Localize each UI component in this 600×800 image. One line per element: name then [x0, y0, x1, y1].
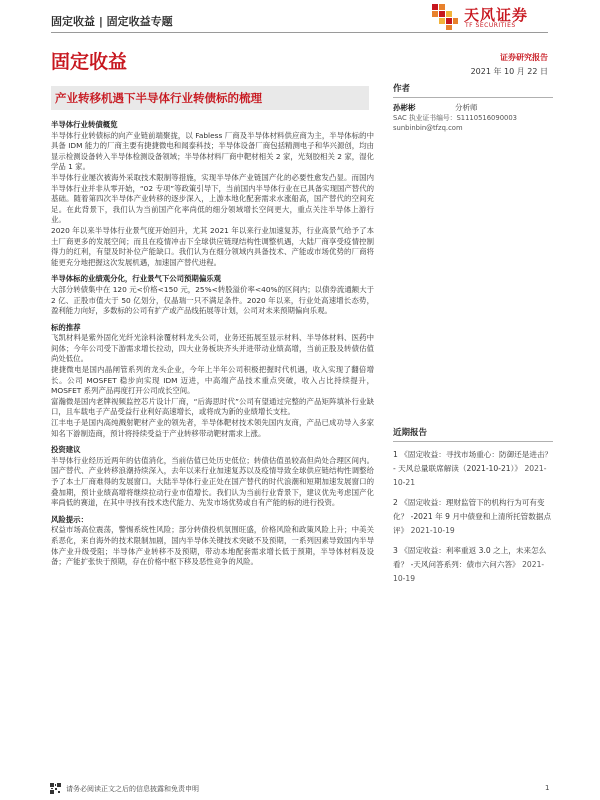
logo-text: 天风证券: [464, 6, 529, 24]
category-title: 固定收益: [51, 51, 128, 73]
author-heading: 作者: [393, 84, 411, 94]
recent-report-item[interactable]: 3 《固定收益：利率重返 3.0 之上，未来怎么看？ -天风问答系列：债市六问六答》 2021-10-19: [393, 546, 547, 583]
report-title: 产业转移机遇下半导体行业转债标的梳理: [55, 91, 262, 105]
paragraph: 飞凯材料是紫外固化光纤光涂料涂覆材料龙头公司，业务还拓展至显示材料、半导体材料、医药中间体；今年公司受下游需求增长拉动，四大业务板块齐头并进带动业绩高增，当前正股及转债估值尚处低位。: [51, 333, 374, 364]
paragraph: 大部分转债集中在 120 元<价格<150 元，25%<转股溢价率<40%的区间内；以债券流通额大于 2 亿、正股市值大于 50 亿划分，仅晶瑞一只不满足条件。2020 年以来，行业处高速增长态势，盈利能力向好，多数标的公司有扩产或产品线拓展等计划，公司对未来预期偏向乐观。: [51, 284, 374, 316]
section-heading: 半导体行业转债概览: [51, 120, 118, 129]
author-title: 分析师: [455, 103, 478, 112]
recent-reports-list: [393, 448, 553, 586]
recent-report-item[interactable]: 2 《固定收益：理财监管下的机构行为可有变化？ -2021 年 9 月中债登和上清所托管数据点评》 2021-10-19: [393, 498, 552, 535]
paragraph: 半导体行业经历近两年的估值消化，当前估值已处历史低位；转债估值虽较高但尚处合理区间内。国产替代、产业转移浪潮持续深入，去年以来行业加速复苏以及疫情导致全球供应链结构性调整给予了本土厂商难得的发展窗口。大陆半导体行业正处在国产替代的时代浪潮和短期加速发展窗口的叠加期，预计业绩高增将继续拉动行业市值增长。我们认为当前行业背景下，建议优先考虑国产化率尚低的赛道，在其中寻找有技术迭代能力、先发市场优势或自有产能的标的进行投资。: [51, 455, 374, 508]
author-cert: SAC 执业证书编号：S1110516090003: [393, 114, 517, 122]
paragraph: 权益市场高位震荡，警惕系统性风险；部分转债投机氛围旺盛，价格风险和政策风险上升；中美关系恶化，来自海外的技术限制加剧，国内半导体关键技术突破不及预期，一系列因素导致国内半导体产业升级受阻；半导体产业转移不及预期，带动本地配套需求增长低于预期，半导体材料及设备；产能扩张快于预期，存在价格中枢下移及恶性竞争的风险。: [51, 525, 374, 567]
recent-reports-divider: [393, 441, 553, 442]
page-footer: [0, 780, 600, 800]
author-name: 孙彬彬: [393, 103, 416, 112]
breadcrumb: 固定收益 | 固定收益专题: [51, 15, 173, 28]
section-heading: 风险提示：: [51, 514, 88, 524]
author-email[interactable]: sunbinbin@tfzq.com: [393, 124, 463, 132]
section-performance: [51, 274, 374, 316]
logo-subtext: TF SECURITIES: [465, 22, 516, 29]
section-risk: [51, 515, 374, 568]
author-block: [393, 82, 553, 133]
page-number: 1: [545, 784, 550, 792]
main-body: [51, 120, 374, 568]
paragraph: 2020 年以来半导体行业景气度开始回升，尤其 2021 年以来行业加速复苏，行业高景气给予了本土厂商更多的发展空间；而且在疫情冲击下全球供应链现结构性调整机遇，大陆厂商享受疫情控制得力的红利，有望及时补位产能缺口。我们认为在细分领域内具备技术、产能或市场优势的厂商将能更充分地把握这次发展机遇，加速国产替代进程。: [51, 225, 374, 267]
tf-logo-icon: [430, 2, 460, 32]
recent-reports-heading: 近期报告: [393, 428, 428, 438]
paragraph: 江丰电子是国内高纯溅射靶材产业的领先者，半导体靶材技术领先国内友商，产品已成功导入多家知名下游制造商，预计将持续受益于产业转移带动靶材需求上涨。: [51, 418, 374, 438]
report-type: 证券研究报告: [500, 53, 548, 62]
qr-code-icon: [50, 783, 61, 794]
report-date: 2021 年 10 月 22 日: [470, 67, 548, 76]
recent-reports: [393, 426, 553, 592]
section-heading: 标的推荐: [51, 322, 81, 332]
recent-report-item[interactable]: 1 《固定收益：寻找市场重心：防御还是进击？ - 天风总量联席解读（2021-10-21）》 2021-10-21: [393, 450, 553, 487]
author-row: [393, 102, 553, 113]
section-heading: 半导体标的业绩观分化，行业景气下公司预期偏乐观: [51, 274, 221, 284]
author-divider: [393, 97, 553, 98]
paragraph: 富瀚微是国内老牌视频监控芯片设计厂商，“后海思时代”公司有望通过完整的产品矩阵填补行业缺口，且车载电子产品受益行业利好高速增长，或将成为新的业绩增长支柱。: [51, 396, 374, 417]
section-overview: [51, 120, 374, 268]
paragraph: 半导体行业屡次被海外采取技术限制等措施，实现半导体产业链国产化的必要性愈发凸显。而国内半导体行业并非从零开始，“02 专项”等政策引导下，当前国内半导体行业在已具备实现国产替代的基础。随着第四次半导体产业转移的逐步深入，上游本地化配套需求水涨船高，国产替代的空间充足。在此背景下，我们认为当前国产化率尚低的细分领域增长空间更大，重点关注半导体上游行业。: [51, 172, 374, 225]
section-investment-advice: [51, 445, 374, 509]
paragraph: 半导体行业转债标的向产业链前端聚拢，以 Fabless 厂商及半导体材料供应商为主，半导体标的中具备 IDM 能力的厂商主要有捷捷微电和闻泰科技；半导体设备厂商包括精测电子和华兴源创，均由显示检测设备转入半导体检测设备领域；半导体材料厂商中靶材相关 2 家，光刻胶相关 2 家，湿化学品 1 家。: [51, 130, 374, 172]
tf-securities-logo: [430, 2, 555, 34]
section-recommendations: [51, 323, 374, 440]
report-title-bar: [51, 86, 369, 110]
footer-disclaimer: 请务必阅读正文之后的信息披露和免责申明: [66, 785, 199, 793]
section-heading: 投资建议: [51, 445, 81, 455]
paragraph: 捷捷微电是国内晶闸管系列的龙头企业，今年上半年公司积极把握时代机遇，收入实现了翻倍增长。公司 MOSFET 稳步向实现 IDM 迈进，中高端产品技术重点突破，收入占比持续提升，MOSFET 系列产品再度打开公司成长空间。: [51, 365, 374, 396]
page-header: [0, 0, 600, 46]
